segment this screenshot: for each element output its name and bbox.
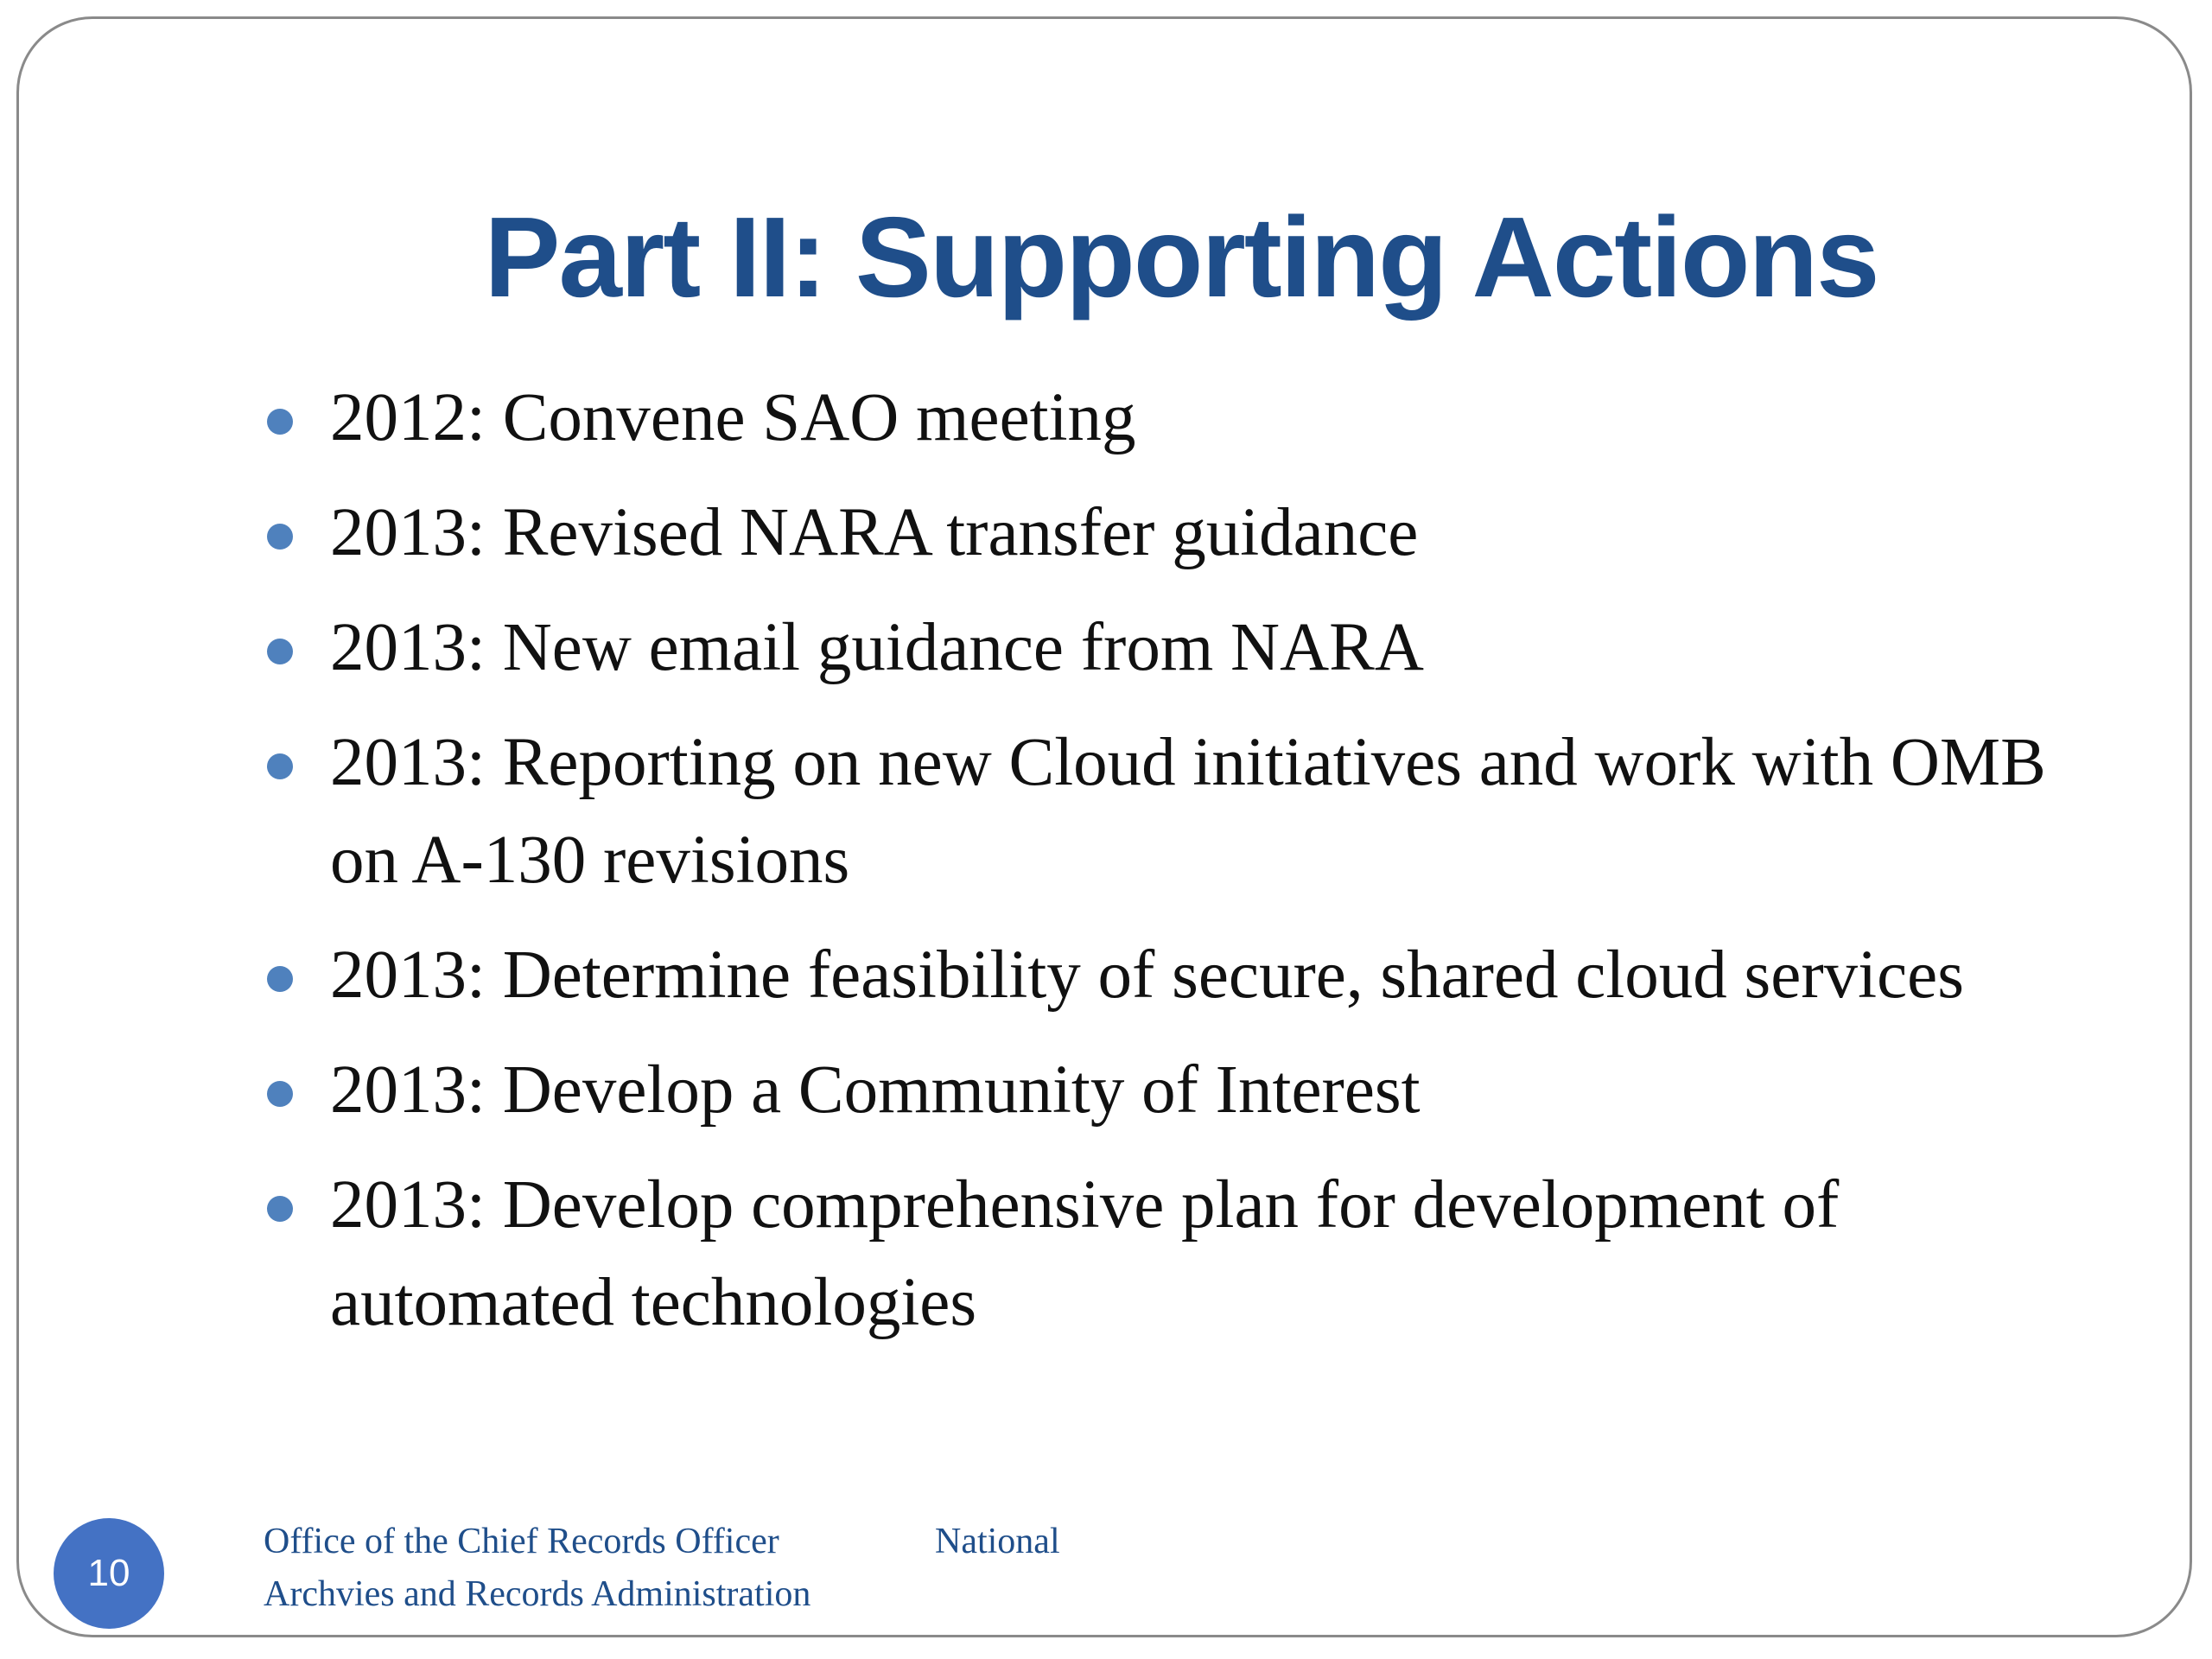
bullet-dot-icon xyxy=(267,524,293,550)
bullet-text: 2012: Convene SAO meeting xyxy=(330,380,1136,455)
slide xyxy=(16,16,2192,1637)
bullet-item xyxy=(261,926,2084,1024)
bullet-text: 2013: Determine feasibility of secure, shared cloud services xyxy=(330,938,1964,1013)
bullet-item xyxy=(261,1156,2084,1351)
page-number-badge: 10 xyxy=(54,1518,164,1629)
bullet-dot-icon xyxy=(267,1196,293,1222)
bullet-text: 2013: New email guidance from NARA xyxy=(330,610,1424,685)
bullet-dot-icon xyxy=(267,409,293,435)
bullet-dot-icon xyxy=(267,639,293,664)
bullet-item xyxy=(261,484,2084,582)
bullet-text: 2013: Revised NARA transfer guidance xyxy=(330,495,1419,570)
bullet-dot-icon xyxy=(267,966,293,992)
footer-national: National xyxy=(935,1522,1060,1561)
bullet-text: 2013: Develop comprehensive plan for development of automated technologies xyxy=(330,1167,1840,1340)
bullet-item xyxy=(261,714,2084,909)
slide-title: Part II: Supporting Actions xyxy=(484,194,1878,321)
bullet-text: 2013: Develop a Community of Interest xyxy=(330,1052,1421,1128)
bullet-item xyxy=(261,369,2084,467)
footer-office: Office of the Chief Records Officer xyxy=(264,1522,779,1561)
bullet-list xyxy=(261,369,2084,1369)
bullet-dot-icon xyxy=(267,753,293,779)
bullet-item xyxy=(261,1041,2084,1139)
bullet-item xyxy=(261,599,2084,696)
bullet-dot-icon xyxy=(267,1081,293,1107)
bullet-text: 2013: Reporting on new Cloud initiatives and work with OMB on A-130 revisions xyxy=(330,725,2046,898)
footer-agency: Archvies and Records Administration xyxy=(264,1574,811,1614)
